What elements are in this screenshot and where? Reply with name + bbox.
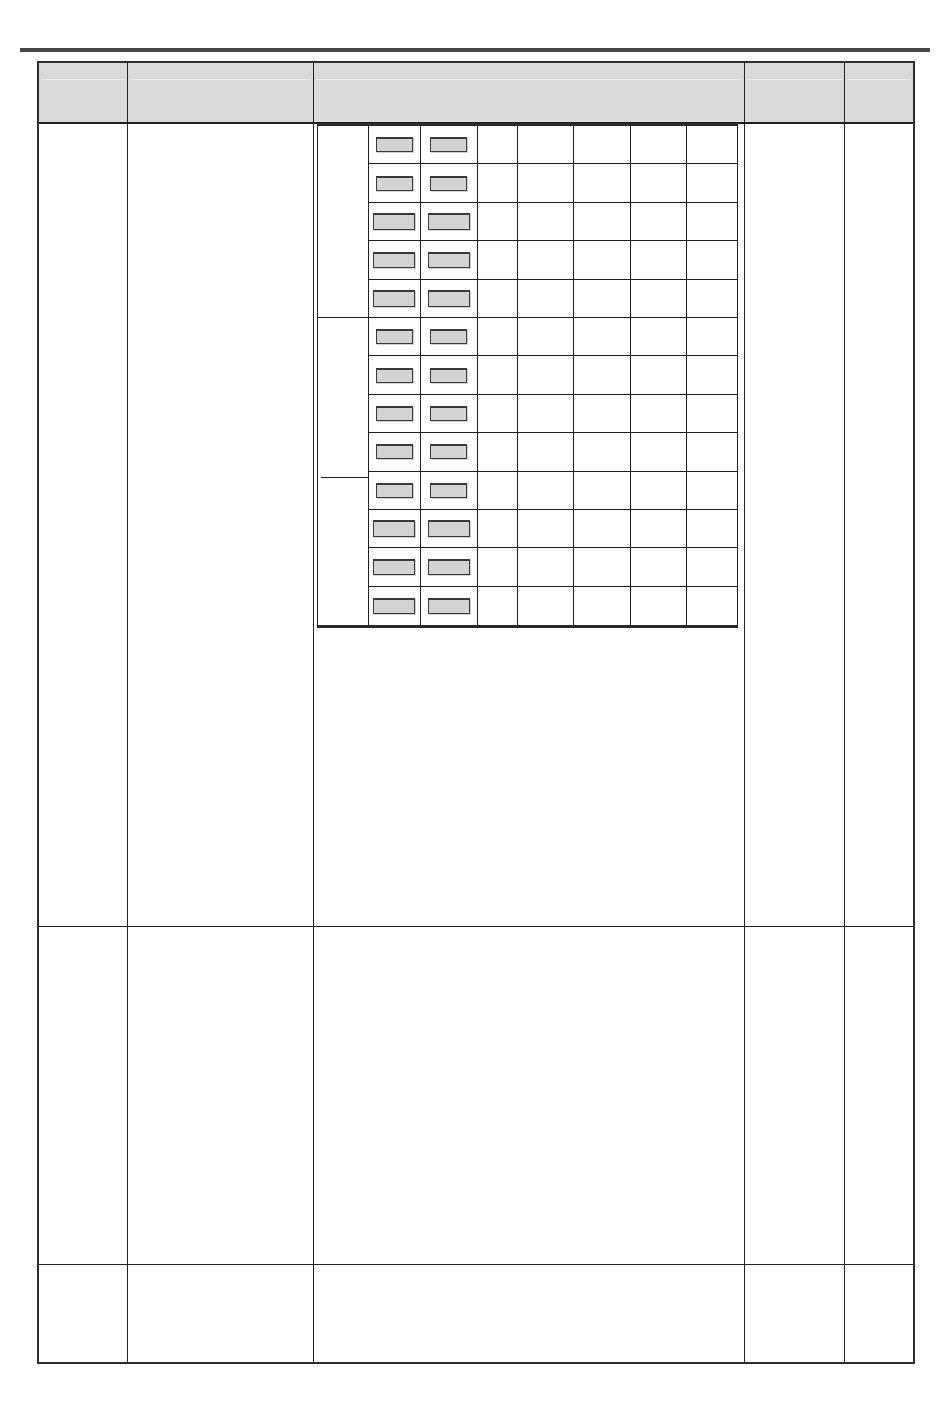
- table-cell-r3-c4: [745, 1265, 845, 1362]
- group-column-cell: [318, 126, 369, 625]
- nested-cell-r6-c3: [421, 318, 478, 356]
- table-cell-r1-c4: [745, 124, 845, 927]
- nested-cell-r6-c5: [518, 318, 575, 356]
- nested-cell-r6-c6: [574, 318, 631, 356]
- nested-cell-r10-c8: [687, 472, 737, 510]
- nested-cell-r8-c7: [631, 395, 688, 433]
- horizontal-rule: [20, 48, 930, 52]
- table-cell-r2-c3: [314, 927, 745, 1265]
- header-cell-1: [39, 63, 128, 124]
- field-box: [430, 483, 467, 498]
- nested-cell-r5-c6: [574, 280, 631, 318]
- field-box: [428, 290, 470, 307]
- nested-cell-r3-c6: [574, 203, 631, 241]
- nested-cell-r8-c8: [687, 395, 737, 433]
- nested-cell-r1-c8: [687, 126, 737, 164]
- field-box: [373, 213, 415, 230]
- nested-cell-r10-c3: [421, 472, 478, 510]
- nested-cell-r3-c8: [687, 203, 737, 241]
- field-box: [376, 406, 413, 421]
- field-box: [430, 444, 467, 459]
- field-box: [376, 483, 413, 498]
- nested-cell-r10-c6: [574, 472, 631, 510]
- nested-cell-r13-c2: [369, 587, 422, 625]
- table-cell-r2-c1: [39, 927, 128, 1265]
- nested-cell-r1-c5: [518, 126, 575, 164]
- nested-cell-r5-c7: [631, 280, 688, 318]
- nested-cell-r4-c8: [687, 241, 737, 279]
- nested-cell-r1-c2: [369, 126, 422, 164]
- nested-cell-r7-c8: [687, 356, 737, 394]
- nested-cell-r8-c2: [369, 395, 422, 433]
- field-box: [376, 444, 413, 459]
- nested-cell-r12-c3: [421, 548, 478, 586]
- nested-cell-r5-c4: [478, 280, 518, 318]
- nested-cell-r9-c5: [518, 433, 575, 471]
- nested-cell-r2-c7: [631, 164, 688, 202]
- nested-cell-r13-c6: [574, 587, 631, 625]
- table-cell-r3-c3: [314, 1265, 745, 1362]
- table-cell-r3-c5: [845, 1265, 913, 1362]
- nested-cell-r3-c3: [421, 203, 478, 241]
- nested-cell-r5-c5: [518, 280, 575, 318]
- nested-cell-r5-c2: [369, 280, 422, 318]
- nested-cell-r1-c6: [574, 126, 631, 164]
- field-box: [428, 520, 470, 537]
- nested-cell-r4-c2: [369, 241, 422, 279]
- nested-cell-r13-c7: [631, 587, 688, 625]
- nested-cell-r13-c4: [478, 587, 518, 625]
- nested-cell-r9-c4: [478, 433, 518, 471]
- nested-cell-r12-c6: [574, 548, 631, 586]
- nested-cell-r1-c4: [478, 126, 518, 164]
- nested-cell-r4-c5: [518, 241, 575, 279]
- nested-cell-r11-c7: [631, 510, 688, 548]
- table-cell-r2-c4: [745, 927, 845, 1265]
- nested-cell-r7-c5: [518, 356, 575, 394]
- nested-cell-r13-c8: [687, 587, 737, 625]
- table-cell-r1-c2: [128, 124, 314, 927]
- field-box: [373, 252, 415, 269]
- nested-cell-r10-c5: [518, 472, 575, 510]
- nested-cell-r2-c8: [687, 164, 737, 202]
- nested-cell-r3-c7: [631, 203, 688, 241]
- nested-cell-r10-c2: [369, 472, 422, 510]
- nested-cell-r13-c3: [421, 587, 478, 625]
- nested-cell-r7-c2: [369, 356, 422, 394]
- nested-cell-r3-c4: [478, 203, 518, 241]
- field-box: [373, 559, 415, 576]
- nested-cell-r10-c7: [631, 472, 688, 510]
- field-box: [428, 598, 470, 615]
- nested-cell-r2-c3: [421, 164, 478, 202]
- field-box: [376, 368, 413, 383]
- nested-cell-r8-c4: [478, 395, 518, 433]
- nested-cell-r8-c3: [421, 395, 478, 433]
- field-box: [428, 559, 470, 576]
- nested-cell-r3-c2: [369, 203, 422, 241]
- nested-cell-r7-c3: [421, 356, 478, 394]
- nested-cell-r11-c4: [478, 510, 518, 548]
- nested-cell-r4-c4: [478, 241, 518, 279]
- field-box: [376, 176, 413, 191]
- field-box: [430, 176, 467, 191]
- nested-cell-r12-c8: [687, 548, 737, 586]
- nested-cell-r9-c3: [421, 433, 478, 471]
- nested-cell-r6-c4: [478, 318, 518, 356]
- nested-cell-r12-c2: [369, 548, 422, 586]
- nested-cell-r1-c7: [631, 126, 688, 164]
- nested-cell-r4-c7: [631, 241, 688, 279]
- nested-cell-r5-c8: [687, 280, 737, 318]
- nested-cell-r2-c5: [518, 164, 575, 202]
- nested-cell-r11-c8: [687, 510, 737, 548]
- field-box: [428, 252, 470, 269]
- field-box: [373, 598, 415, 615]
- nested-cell-r4-c6: [574, 241, 631, 279]
- nested-cell-r11-c2: [369, 510, 422, 548]
- nested-cell-r5-c3: [421, 280, 478, 318]
- table-cell-r1-c1: [39, 124, 128, 927]
- nested-cell-r8-c6: [574, 395, 631, 433]
- nested-cell-r12-c4: [478, 548, 518, 586]
- field-box: [430, 329, 467, 344]
- field-box: [428, 213, 470, 230]
- table-cell-r1-c5: [845, 124, 913, 927]
- nested-cell-r8-c5: [518, 395, 575, 433]
- field-box: [376, 137, 413, 152]
- table-cell-r2-c2: [128, 927, 314, 1265]
- nested-cell-r7-c7: [631, 356, 688, 394]
- group-separator-line: [321, 477, 368, 479]
- nested-cell-r9-c8: [687, 433, 737, 471]
- header-cell-5: [845, 63, 913, 124]
- nested-cell-r6-c7: [631, 318, 688, 356]
- nested-cell-r12-c5: [518, 548, 575, 586]
- nested-cell-r11-c6: [574, 510, 631, 548]
- header-cell-2: [128, 63, 314, 124]
- nested-cell-r6-c2: [369, 318, 422, 356]
- nested-cell-r9-c6: [574, 433, 631, 471]
- header-cell-3: [314, 63, 745, 124]
- nested-cell-r9-c7: [631, 433, 688, 471]
- field-box: [430, 137, 467, 152]
- field-box: [376, 329, 413, 344]
- field-box: [373, 520, 415, 537]
- nested-cell-r7-c6: [574, 356, 631, 394]
- nested-cell-r3-c5: [518, 203, 575, 241]
- nested-cell-r13-c5: [518, 587, 575, 625]
- nested-cell-r10-c4: [478, 472, 518, 510]
- nested-cell-r11-c5: [518, 510, 575, 548]
- field-box: [430, 406, 467, 421]
- nested-cell-r11-c3: [421, 510, 478, 548]
- table-cell-r2-c5: [845, 927, 913, 1265]
- nested-table: [317, 123, 739, 628]
- header-cell-4: [745, 63, 845, 124]
- nested-cell-r2-c6: [574, 164, 631, 202]
- field-box: [373, 290, 415, 307]
- table-cell-r3-c1: [39, 1265, 128, 1362]
- nested-cell-r12-c7: [631, 548, 688, 586]
- nested-cell-r9-c2: [369, 433, 422, 471]
- group-separator-line: [318, 317, 368, 319]
- nested-cell-r2-c4: [478, 164, 518, 202]
- nested-cell-r7-c4: [478, 356, 518, 394]
- nested-cell-r4-c3: [421, 241, 478, 279]
- table-cell-r3-c2: [128, 1265, 314, 1362]
- nested-cell-r2-c2: [369, 164, 422, 202]
- nested-cell-r1-c3: [421, 126, 478, 164]
- field-box: [430, 368, 467, 383]
- nested-cell-r6-c8: [687, 318, 737, 356]
